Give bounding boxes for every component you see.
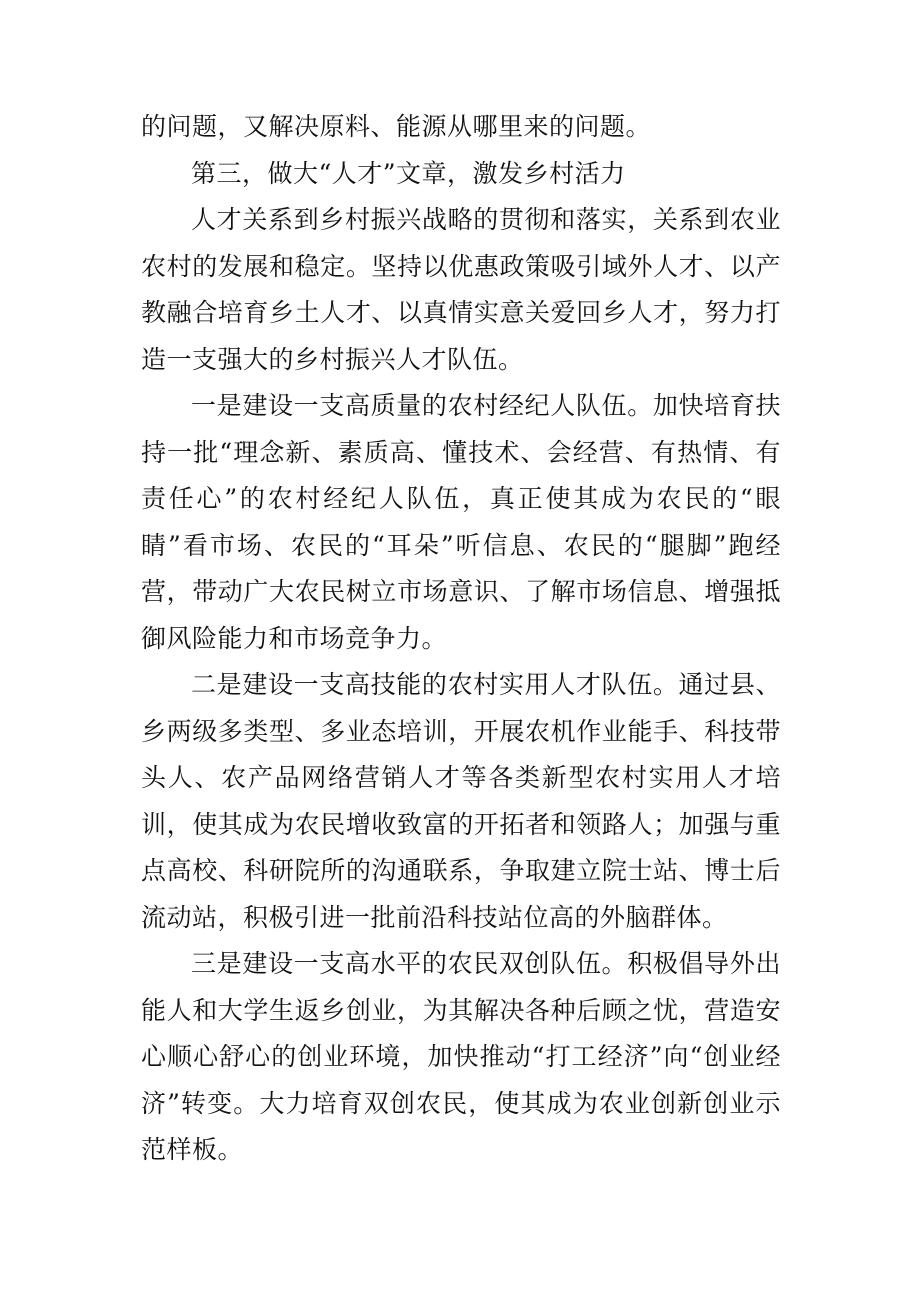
paragraph-continuation: 的问题，又解决原料、能源从哪里来的问题。 (141, 112, 652, 141)
paragraph-point-two: 二是建设一支高技能的农村实用人才队伍。通过县、乡两级多类型、多业态培训，开展农机作业能手、科技带头人、农产品网络营销人才等各类新型农村实用人才培训，使其成为农民增收致富的开拓者和领路人；加强与重点高校、科研院所的沟通联系，争取建立院士站、博士后流动站，积极引进一批前沿科技站位高的外脑群体。 (141, 670, 781, 932)
section-heading: 第三，做大“人才”文章，激发乡村活力 (191, 158, 626, 188)
document-body (141, 104, 781, 1174)
paragraph-point-three: 三是建设一支高水平的农民双创队伍。积极倡导外出能人和大学生返乡创业，为其解决各种后顾之忧，营造安心顺心舒心的创业环境，加快推动“打工经济”向“创业经济”转变。大力培育双创农民，使其成为农业创新创业示范样板。 (141, 949, 781, 1164)
paragraph-point-one: 一是建设一支高质量的农村经纪人队伍。加快培育扶持一批“理念新、素质高、懂技术、会经营、有热情、有责任心”的农村经纪人队伍，真正使其成为农民的“眼睛”看市场、农民的“耳朵”听信息、农民的“腿脚”跑经营，带动广大农民树立市场意识、了解市场信息、增强抵御风险能力和市场竞争力。 (141, 391, 781, 653)
paragraph-intro: 人才关系到乡村振兴战略的贯彻和落实，关系到农业农村的发展和稳定。坚持以优惠政策吸引域外人才、以产教融合培育乡土人才、以真情实意关爱回乡人才，努力打造一支强大的乡村振兴人才队伍。 (141, 205, 781, 374)
